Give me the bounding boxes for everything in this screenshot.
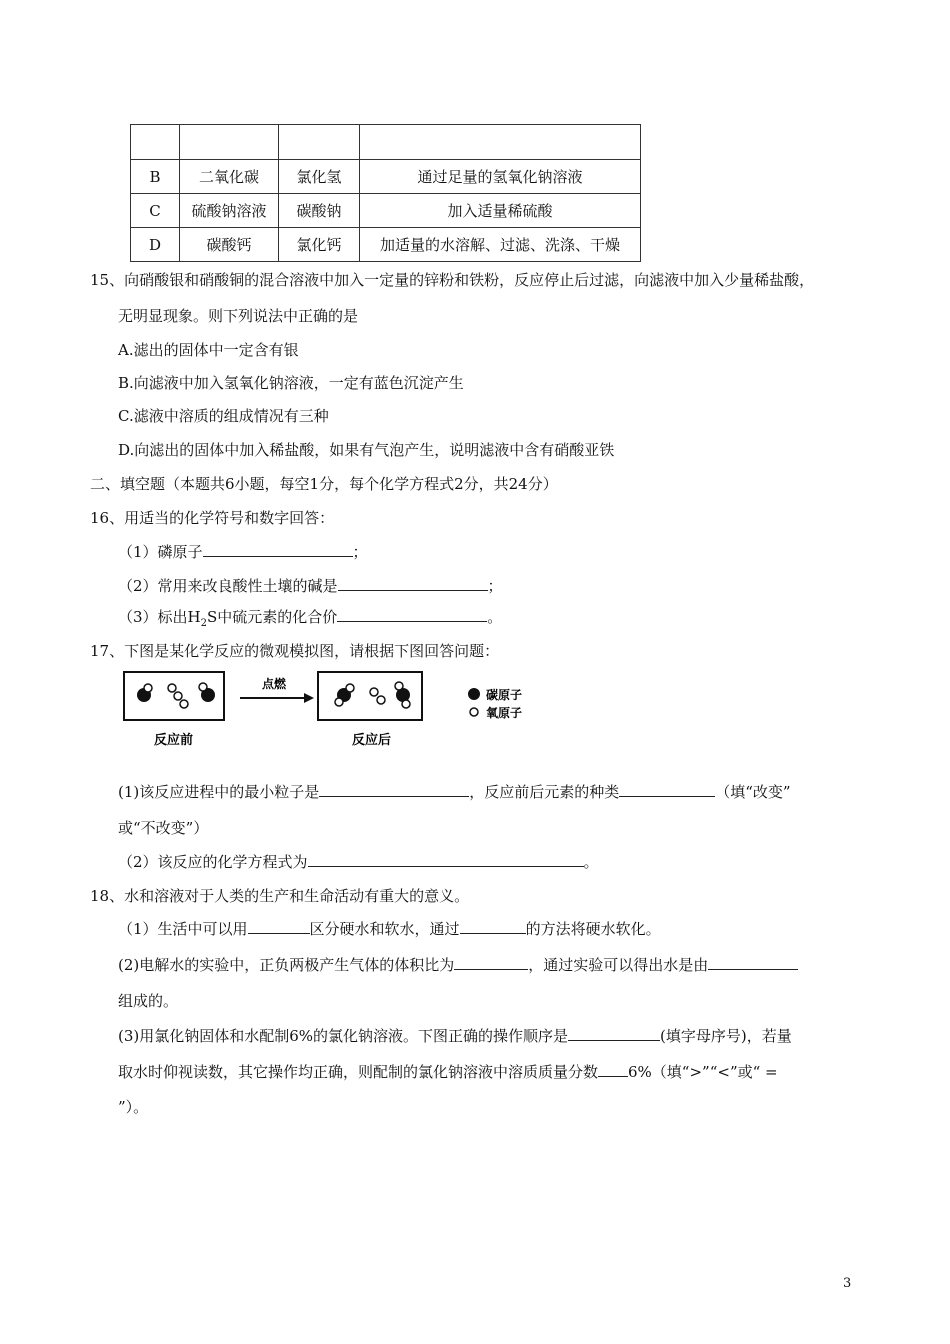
answer-blank[interactable] [337, 607, 487, 622]
table-cell: 加入适量稀硫酸 [360, 194, 641, 228]
table-row [131, 228, 641, 262]
oxygen-atom [168, 684, 176, 692]
q18-part2-cont: 组成的。 [118, 992, 179, 1010]
answer-blank[interactable] [203, 542, 353, 557]
table-cell: D [131, 228, 180, 262]
table-cell: 二氧化碳 [180, 160, 279, 194]
table-cell: 碳酸钙 [180, 228, 279, 262]
table-cell: C [131, 194, 180, 228]
q16-part1-text: （1）磷原子 [118, 543, 203, 561]
q18-part2-text: (2)电解水的实验中，正负两极产生气体的体积比为 [118, 956, 455, 974]
answer-blank[interactable] [460, 919, 526, 934]
q18-part2 [118, 955, 798, 975]
subscript: 2 [200, 618, 207, 629]
legend-carbon-label: 碳原子 [486, 688, 523, 702]
table-cell: 硫酸钠溶液 [180, 194, 279, 228]
table-cell: 氯化钙 [279, 228, 360, 262]
q16-part2-text: （2）常用来改良酸性土壤的碱是 [118, 577, 338, 595]
q16-part3-text: （3）标出H [118, 608, 201, 626]
table-row [131, 194, 641, 228]
table-row [131, 125, 641, 160]
answer-blank[interactable] [248, 919, 310, 934]
q16-part3-text2: S中硫元素的化合价 [207, 608, 338, 626]
q17-part1-text3: （填“改变” [715, 783, 791, 801]
q16-part1 [118, 542, 368, 562]
q16-stem: 16、用适当的化学符号和数字回答： [90, 509, 335, 527]
q18-part3-text4: 6%（填“>”“<”或“ = [628, 1063, 778, 1081]
q18-part3 [118, 1026, 792, 1046]
table-cell [131, 125, 180, 160]
answer-blank[interactable] [338, 576, 488, 591]
arrow-label: 点燃 [262, 677, 287, 691]
q18-part3-text: (3)用氯化钠固体和水配制6%的氯化钠溶液。下图正确的操作顺序是 [118, 1027, 569, 1045]
q17-part1-cont: 或“不改变”） [118, 819, 209, 837]
oxygen-atom [180, 700, 188, 708]
page-number: 3 [843, 1276, 852, 1291]
q18-part1-text2: 区分硬水和软水，通过 [309, 920, 460, 938]
oxygen-atom [395, 682, 403, 690]
answer-blank[interactable] [619, 782, 715, 797]
q15-option-a: A.滤出的固体中一定含有银 [118, 341, 299, 359]
q18-part3-text2: (填字母序号)，若量 [660, 1027, 792, 1045]
table-row [131, 160, 641, 194]
q17-part1-text2: ，反应前后元素的种类 [469, 783, 620, 801]
q17-part2-text: （2）该反应的化学方程式为 [118, 853, 308, 871]
answer-blank[interactable] [319, 782, 469, 797]
reaction-diagram-svg [118, 664, 558, 750]
q17-part2 [118, 852, 599, 872]
oxygen-atom [370, 688, 378, 696]
answer-blank[interactable] [568, 1026, 660, 1041]
q17-part1-text: (1)该反应进程中的最小粒子是 [118, 783, 320, 801]
punctuation: 。 [487, 608, 503, 626]
table-cell: 加适量的水溶解、过滤、洗涤、干燥 [360, 228, 641, 262]
q18-part1 [118, 919, 661, 939]
q17-stem: 17、下图是某化学反应的微观模拟图，请根据下图回答问题： [90, 642, 500, 660]
punctuation: ； [352, 543, 368, 561]
q15-stem-line1: 15、向硝酸银和硝酸铜的混合溶液中加入一定量的锌粉和铁粉，反应停止后过滤，向滤液中加入少量稀盐酸， [90, 271, 815, 289]
punctuation: 。 [583, 853, 599, 871]
answer-blank[interactable] [454, 955, 528, 970]
q16-part3 [118, 607, 502, 634]
table-cell [360, 125, 641, 160]
oxygen-atom [199, 683, 207, 691]
q15-option-c: C.滤液中溶质的组成情况有三种 [118, 407, 329, 425]
oxygen-atom [346, 684, 354, 692]
table-cell: 碳酸钠 [279, 194, 360, 228]
table-cell: 氯化氢 [279, 160, 360, 194]
table-cell [180, 125, 279, 160]
q15-option-d: D.向滤出的固体中加入稀盐酸，如果有气泡产生，说明滤液中含有硝酸亚铁 [118, 441, 615, 459]
q18-part3-text3: 取水时仰视读数，其它操作均正确，则配制的氯化钠溶液中溶质质量分数 [118, 1063, 599, 1081]
q18-part1-text3: 的方法将硬水软化。 [525, 920, 661, 938]
q15-option-b: B.向滤液中加入氢氧化钠溶液，一定有蓝色沉淀产生 [118, 374, 464, 392]
q16-part2 [118, 576, 503, 596]
legend-oxygen-label: 氧原子 [486, 706, 523, 720]
table-cell: 通过足量的氢氧化钠溶液 [360, 160, 641, 194]
q18-part1-text: （1）生活中可以用 [118, 920, 248, 938]
answer-blank[interactable] [598, 1062, 628, 1077]
oxygen-atom [144, 684, 152, 692]
table-cell: B [131, 160, 180, 194]
before-label: 反应前 [154, 733, 194, 748]
answer-blank[interactable] [308, 852, 584, 867]
section-heading: 二、填空题（本题共6小题，每空1分，每个化学方程式2分，共24分） [90, 475, 558, 493]
q15-stem-line2: 无明显现象。则下列说法中正确的是 [118, 307, 359, 325]
q18-stem: 18、水和溶液对于人类的生产和生命活动有重大的意义。 [90, 887, 470, 905]
q18-part2-text2: ，通过实验可以得出水是由 [528, 956, 709, 974]
oxygen-atom [377, 696, 385, 704]
answer-blank[interactable] [708, 955, 798, 970]
legend-carbon-icon [468, 688, 480, 700]
legend-oxygen-icon [470, 708, 478, 716]
q17-part1 [118, 782, 791, 802]
arrow-head-icon [304, 693, 314, 703]
reaction-diagram [118, 664, 558, 750]
q18-part3-cont [118, 1062, 778, 1082]
table-cell [279, 125, 360, 160]
punctuation: ； [487, 577, 503, 595]
oxygen-atom [402, 700, 410, 708]
options-table [130, 124, 641, 262]
after-label: 反应后 [352, 733, 392, 748]
q18-part3-end: ”）。 [118, 1098, 149, 1116]
oxygen-atom [335, 698, 343, 706]
oxygen-atom [174, 692, 182, 700]
